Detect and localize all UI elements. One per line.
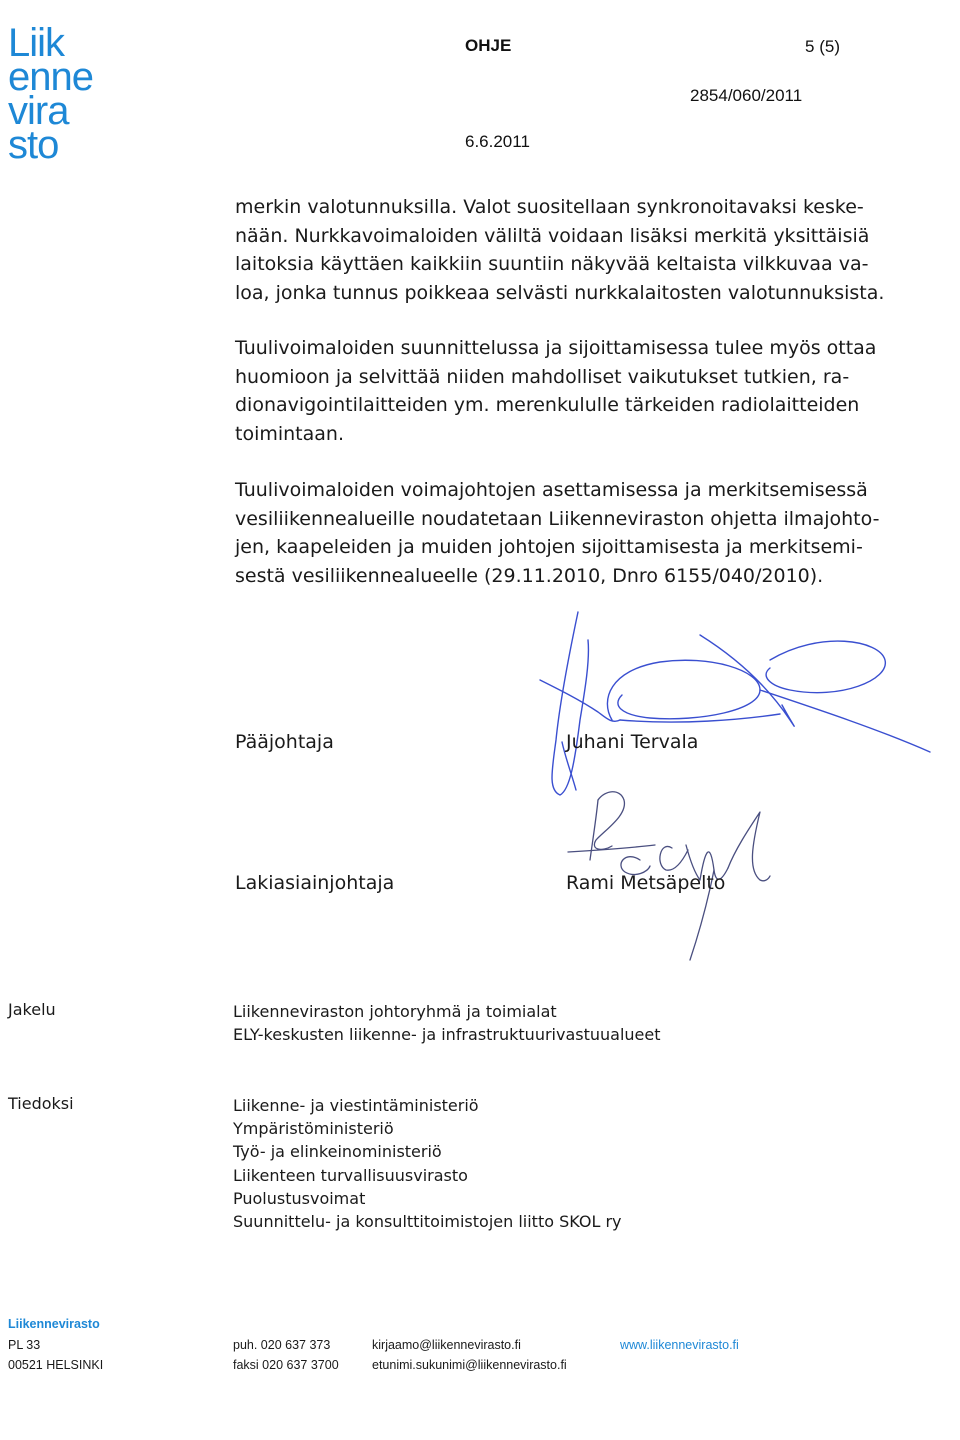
paragraph-2	[235, 334, 885, 448]
distribution-label: Jakelu	[8, 1000, 56, 1019]
footer-email-link[interactable]: kirjaamo@liikennevirasto.fi	[372, 1338, 521, 1352]
paragraph-line: merkin valotunnuksilla. Valot suositellaan synkronoitavaksi keske-	[235, 196, 864, 218]
signature-stroke	[766, 641, 885, 693]
signature-stroke	[620, 714, 780, 722]
paragraph-line: vesiliikennealueille noudatetaan Liikenneviraston ohjetta ilmajohto-	[235, 507, 880, 530]
signatory-title: Pääjohtaja	[235, 731, 334, 753]
paragraph-line: jen, kaapeleiden ja muiden johtojen sijoittamisesta ja merkitsemi-	[235, 536, 863, 558]
signatory-name: Juhani Tervala	[566, 731, 699, 753]
signature-stroke	[594, 792, 624, 850]
signatory-name: Rami Metsäpelto	[566, 872, 726, 894]
paragraph-line: laitoksia käyttäen kaikkiin suuntiin näkyvää keltaista vilkkuvaa va-	[235, 253, 869, 275]
paragraph-1	[235, 193, 885, 307]
list-item: Ympäristöministeriö	[233, 1119, 394, 1139]
liikennevirasto-logo	[8, 21, 138, 167]
list-item: Työ- ja elinkeinoministeriö	[233, 1142, 442, 1162]
footer-organization: Liikennevirasto	[8, 1317, 100, 1331]
signatory-title: Lakiasiainjohtaja	[235, 872, 395, 894]
reference-number: 2854/060/2011	[690, 86, 803, 105]
paragraph-line: huomioon ja selvittää niiden mahdolliset vaikutukset tutkien, ra-	[235, 365, 850, 388]
document-date: 6.6.2011	[465, 132, 530, 151]
document-type: OHJE	[465, 36, 512, 55]
footer-website-link[interactable]: www.liikennevirasto.fi	[620, 1338, 739, 1352]
list-item: Liikenteen turvallisuusvirasto	[233, 1165, 468, 1185]
paragraph-line: sestä vesiliikennealueelle (29.11.2010, Dnro 6155/040/2010).	[235, 564, 824, 587]
logo-line-3: vira	[8, 89, 69, 133]
logo-line-2: enne	[8, 55, 93, 99]
page-number: 5 (5)	[805, 37, 840, 56]
signature-stroke	[660, 846, 688, 870]
logo-line-1: Liik	[8, 21, 65, 65]
list-item: Liikenneviraston johtoryhmä ja toimialat	[233, 1002, 557, 1021]
list-item: Puolustusvoimat	[233, 1188, 366, 1208]
list-item: ELY-keskusten liikenne- ja infrastruktuurivastuualueet	[233, 1025, 661, 1045]
signature-stroke	[540, 680, 620, 721]
logo-line-4: sto	[8, 123, 59, 167]
footer-fax: faksi 020 637 3700	[233, 1358, 339, 1372]
signature-stroke	[568, 845, 655, 852]
signature-stroke	[590, 800, 598, 860]
list-item: Suunnittelu- ja konsulttitoimistojen liitto SKOL ry	[233, 1212, 622, 1232]
signature-stroke	[607, 660, 760, 720]
footer-po-box: PL 33	[8, 1338, 41, 1352]
footer-phone: puh. 020 637 373	[233, 1338, 331, 1352]
paragraph-3	[235, 476, 885, 590]
paragraph-line: dionavigointilaitteiden ym. merenkululle tärkeiden radiolaitteiden	[235, 394, 860, 416]
distribution-list	[233, 1000, 661, 1046]
footer-city: 00521 HELSINKI	[8, 1358, 104, 1372]
signature-stroke	[728, 812, 770, 881]
paragraph-line: Tuulivoimaloiden suunnittelussa ja sijoittamisessa tulee myös ottaa	[235, 337, 877, 359]
paragraph-line: nään. Nurkkavoimaloiden väliltä voidaan lisäksi merkitä yksittäisiä	[235, 224, 870, 247]
for-information-list	[233, 1094, 622, 1233]
paragraph-line: toimintaan.	[235, 422, 344, 445]
footer-email-pattern: etunimi.sukunimi@liikennevirasto.fi	[372, 1358, 567, 1372]
signature-stroke	[760, 690, 930, 752]
for-information-label: Tiedoksi	[8, 1094, 74, 1113]
signature-stroke	[552, 612, 588, 795]
signature-stroke	[700, 635, 794, 726]
list-item: Liikenne- ja viestintäministeriö	[233, 1096, 479, 1115]
paragraph-line: loa, jonka tunnus poikkeaa selvästi nurkkalaitosten valotunnuksista.	[235, 281, 885, 304]
paragraph-line: Tuulivoimaloiden voimajohtojen asettamisessa ja merkitsemisessä	[235, 479, 868, 501]
